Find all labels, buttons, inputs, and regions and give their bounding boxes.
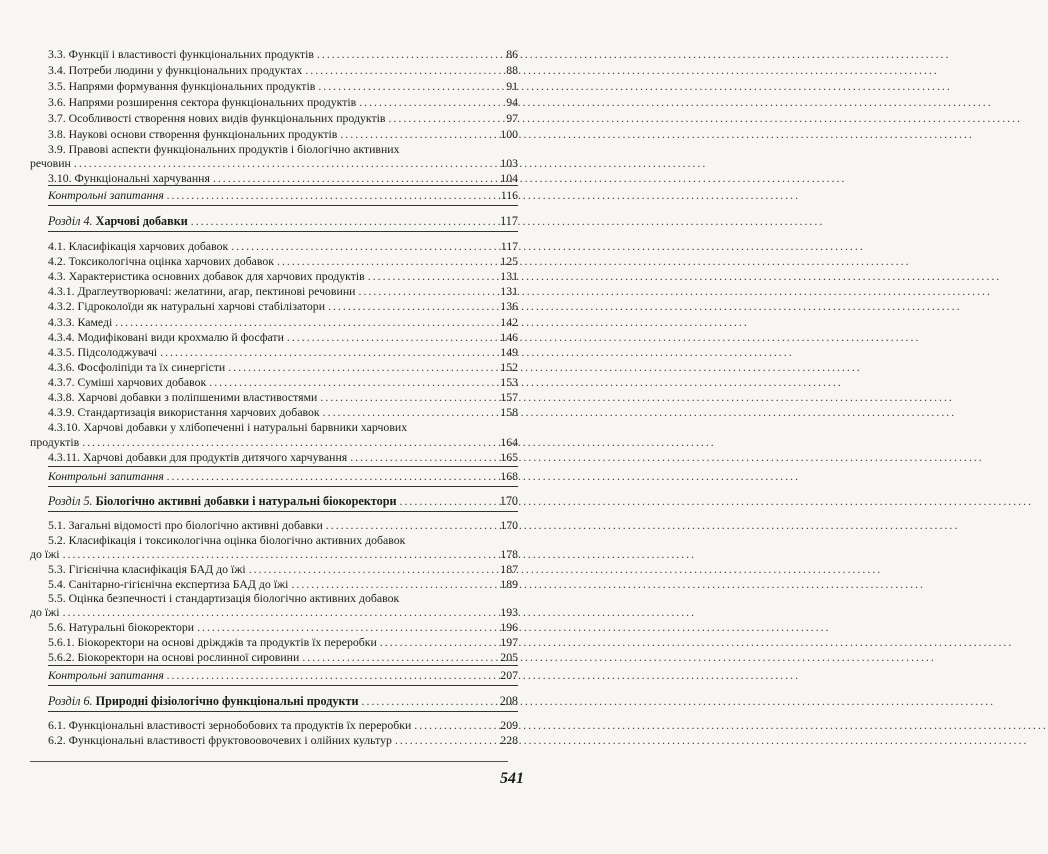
toc-entry-5-6-2 (30, 651, 518, 664)
toc-entry-title: Контрольні запитання (48, 469, 164, 483)
toc-entry-title: 3.6. Напрями розширення сектора функціональних продуктів (48, 95, 357, 109)
toc-entry-title: 4.1. Класифікація харчових добавок (48, 239, 229, 253)
toc-entry-title: 4.3.9. Стандартизація використання харчових добавок (48, 405, 320, 419)
toc-page-number: 88 (506, 63, 518, 77)
divider (48, 711, 518, 712)
toc-entry-4-3-9 (30, 406, 518, 419)
dot-leader (414, 719, 497, 732)
toc-entry-title: 4.3.11. Харчові добавки для продуктів дитячого харчування (48, 450, 348, 464)
toc-page-number: 197 (500, 635, 518, 649)
toc-entry-5-1 (30, 519, 518, 532)
toc-entry-5-3 (30, 563, 518, 576)
toc-page-number: 94 (506, 95, 518, 109)
toc-entry-3-4 (30, 64, 518, 77)
chapter-title: Біологічно активні добавки і натуральні біокоректори (95, 494, 397, 508)
toc-page-number: 153 (500, 375, 518, 389)
toc-page-number: 209 (500, 718, 518, 732)
toc-entry-title: 4.3.4. Модифіковані види крохмалю й фосфати (48, 330, 284, 344)
toc-entry-3-3 (30, 48, 518, 61)
dot-leader (74, 157, 497, 170)
chapter-title: Харчові добавки (95, 214, 188, 228)
toc-page-number: 142 (500, 315, 518, 329)
toc-entry-3-6 (30, 96, 518, 109)
dot-leader (197, 621, 497, 634)
toc-entry-title: 5.6. Натуральні біокоректори (48, 620, 195, 634)
toc-entry-4-3-3 (30, 316, 518, 329)
footer-rule (30, 761, 508, 762)
toc-entry-title: Контрольні запитання (48, 188, 164, 202)
dot-leader (167, 470, 497, 483)
chapter-prefix: Розділ 6. (48, 694, 93, 708)
toc-entry-4-3-10-line1: 4.3.10. Харчові добавки у хлібопеченні і натуральні барвники харчових (48, 420, 408, 434)
dot-leader (291, 578, 497, 591)
chapter-prefix: Розділ 5. (48, 494, 93, 508)
toc-entry-4-3 (30, 270, 518, 283)
toc-page-number: 205 (500, 650, 518, 664)
toc-entry-title: 4.3.7. Суміші харчових добавок (48, 375, 207, 389)
toc-entry-title: 3.7. Особливості створення нових видів функціональних продуктів (48, 111, 386, 125)
toc-entry-4-3-10 (30, 436, 518, 449)
dot-leader (231, 240, 497, 253)
toc-page-number: 149 (500, 345, 518, 359)
toc-entry-title: 3.3. Функції і властивості функціональних продуктів (48, 47, 314, 61)
dot-leader (305, 64, 497, 77)
toc-chapter-5 (30, 495, 518, 508)
toc-entry-title: 5.6.1. Біокоректори на основі дріжджів та продуктів їх переробки (48, 635, 377, 649)
dot-leader (160, 346, 497, 359)
toc-page-number: 164 (500, 435, 518, 449)
divider (48, 685, 518, 686)
toc-entry-title: 5.3. Гігієнічна класифікація БАД до їжі (48, 562, 246, 576)
toc-chapter-4 (30, 215, 518, 228)
dot-leader (340, 128, 497, 141)
toc-entry-3-9 (30, 157, 518, 170)
dot-leader (350, 451, 497, 464)
toc-entry-4-3-4 (30, 331, 518, 344)
divider (48, 205, 518, 206)
dot-leader (395, 734, 497, 747)
dot-leader (287, 331, 497, 344)
toc-page-number: 91 (506, 79, 518, 93)
toc-chapter-6 (30, 695, 518, 708)
toc-page-number: 208 (499, 694, 518, 708)
toc-page-number: 196 (500, 620, 518, 634)
toc-entry-5-4 (30, 578, 518, 591)
toc-entry-title: продуктів (30, 435, 80, 449)
toc-entry-5-5 (30, 606, 518, 619)
toc-entry-4-3-5 (30, 346, 518, 359)
toc-entry-title: 4.3.1. Драглеутворювачі: желатини, агар, пектинові речовини (48, 284, 356, 298)
toc-entry-title: 6.1. Функціональні властивості зернобобових та продуктів їх переробки (48, 718, 412, 732)
toc-entry-3-9-line1: 3.9. Правові аспекти функціональних продуктів і біологічно активних (48, 142, 400, 156)
toc-page-number: 193 (500, 605, 518, 619)
toc-page-number: 131 (500, 269, 518, 283)
dot-leader (302, 651, 497, 664)
dot-leader (326, 519, 497, 532)
toc-entry-5-6-1 (30, 636, 518, 649)
toc-page-number: 178 (500, 547, 518, 561)
toc-entry-title: 4.3.2. Гідроколоїди як натуральні харчові стабілізатори (48, 299, 326, 313)
toc-page-number: 158 (500, 405, 518, 419)
toc-entry-title: 4.3.3. Камеді (48, 315, 113, 329)
toc-page-number: 103 (500, 156, 518, 170)
divider (48, 185, 518, 186)
toc-entry-title: 3.4. Потреби людини у функціональних продуктах (48, 63, 303, 77)
toc-page-number: 125 (500, 254, 518, 268)
dot-leader (380, 636, 497, 649)
toc-page-number: 97 (506, 111, 518, 125)
divider (48, 486, 518, 487)
toc-questions-4 (30, 470, 518, 483)
dot-leader (362, 695, 497, 708)
toc-entry-title: до їжі (30, 605, 60, 619)
toc-page-number: 168 (500, 469, 518, 483)
toc-page-number: 146 (500, 330, 518, 344)
toc-entry-4-3-1 (30, 285, 518, 298)
dot-leader (277, 255, 497, 268)
dot-leader (358, 285, 497, 298)
toc-entry-4-3-7 (30, 376, 518, 389)
toc-page-number: 116 (500, 188, 518, 202)
toc-page-number: 207 (500, 668, 518, 682)
toc-entry-6-1 (30, 719, 518, 732)
dot-leader (213, 172, 497, 185)
dot-leader (63, 606, 497, 619)
dot-leader (228, 361, 497, 374)
dot-leader (318, 80, 497, 93)
toc-entry-3-10 (30, 172, 518, 185)
dot-leader (388, 112, 497, 125)
toc-entry-title: до їжі (30, 547, 60, 561)
toc-entry-title: 3.10. Функціональні харчування (48, 171, 210, 185)
toc-entry-title: 5.4. Санітарно-гігієнічна експертиза БАД до їжі (48, 577, 289, 591)
dot-leader (249, 563, 497, 576)
dot-leader (320, 391, 497, 404)
toc-page-number: 136 (500, 299, 518, 313)
toc-entry-title: 4.3.5. Підсолоджувачі (48, 345, 158, 359)
toc-page-number: 157 (500, 390, 518, 404)
toc-page-number: 86 (506, 47, 518, 61)
toc-entry-4-3-2 (30, 300, 518, 313)
divider (48, 511, 518, 512)
toc-entry-3-8 (30, 128, 518, 141)
dot-leader (368, 270, 497, 283)
dot-leader (82, 436, 497, 449)
dot-leader (63, 548, 497, 561)
dot-leader (115, 316, 497, 329)
toc-questions-5 (30, 669, 518, 682)
toc-entry-4-3-8 (30, 391, 518, 404)
toc-entry-title: 3.8. Наукові основи створення функціональних продуктів (48, 127, 338, 141)
page-number: 541 (500, 770, 524, 787)
toc-page-number: 100 (500, 127, 518, 141)
toc-entry-5-5-line1: 5.5. Оцінка безпечності і стандартизація біологічно активних добавок (48, 591, 400, 605)
toc-page-number: 131 (500, 284, 518, 298)
toc-page-number: 104 (500, 171, 518, 185)
toc-page-number: 170 (500, 518, 518, 532)
dot-leader (328, 300, 497, 313)
toc-entry-3-7 (30, 112, 518, 125)
toc-page-number: 187 (500, 562, 518, 576)
toc-page-number: 152 (500, 360, 518, 374)
chapter-title: Природні фізіологічно функціональні продукти (95, 694, 359, 708)
dot-leader (209, 376, 497, 389)
toc-entry-title: 3.5. Напрями формування функціональних продуктів (48, 79, 316, 93)
toc-entry-3-5 (30, 80, 518, 93)
toc-entry-title: 4.3.8. Харчові добавки з поліпшеними властивостями (48, 390, 318, 404)
toc-entry-title: 5.6.2. Біокоректори на основі рослинної сировини (48, 650, 300, 664)
toc-entry-4-3-6 (30, 361, 518, 374)
divider (48, 665, 518, 666)
toc-entry-title: речовин (30, 156, 71, 170)
toc-entry-5-6 (30, 621, 518, 634)
toc-entry-4-1 (30, 240, 518, 253)
toc-entry-5-2-line1: 5.2. Класифікація і токсикологічна оцінка біологічно активних добавок (48, 533, 406, 547)
toc-entry-title: 6.2. Функціональні властивості фруктовоовочевих і олійних культур (48, 733, 392, 747)
toc-entry-4-2 (30, 255, 518, 268)
divider (48, 231, 518, 232)
toc-page-number: 189 (500, 577, 518, 591)
dot-leader (167, 189, 497, 202)
dot-leader (317, 48, 497, 61)
dot-leader (167, 669, 497, 682)
dot-leader (323, 406, 497, 419)
toc-entry-4-3-11 (30, 451, 518, 464)
toc-entry-title: 5.1. Загальні відомості про біологічно активні добавки (48, 518, 323, 532)
toc-questions-3 (30, 189, 518, 202)
chapter-prefix: Розділ 4. (48, 214, 93, 228)
dot-leader (359, 96, 497, 109)
toc-page-number: 117 (500, 214, 518, 228)
dot-leader (191, 215, 497, 228)
toc-entry-5-2 (30, 548, 518, 561)
toc-page-number: 165 (500, 450, 518, 464)
toc-page-number: 228 (500, 733, 518, 747)
toc-page-number: 170 (499, 494, 518, 508)
toc-page-number: 117 (500, 239, 518, 253)
divider (48, 466, 518, 467)
toc-entry-title: Контрольні запитання (48, 668, 164, 682)
toc-entry-title: 4.3. Характеристика основних добавок для харчових продуктів (48, 269, 365, 283)
toc-entry-title: 4.2. Токсикологічна оцінка харчових добавок (48, 254, 275, 268)
toc-entry-title: 4.3.6. Фосфоліпіди та їх синергісти (48, 360, 226, 374)
dot-leader (400, 495, 497, 508)
toc-entry-6-2 (30, 734, 518, 747)
